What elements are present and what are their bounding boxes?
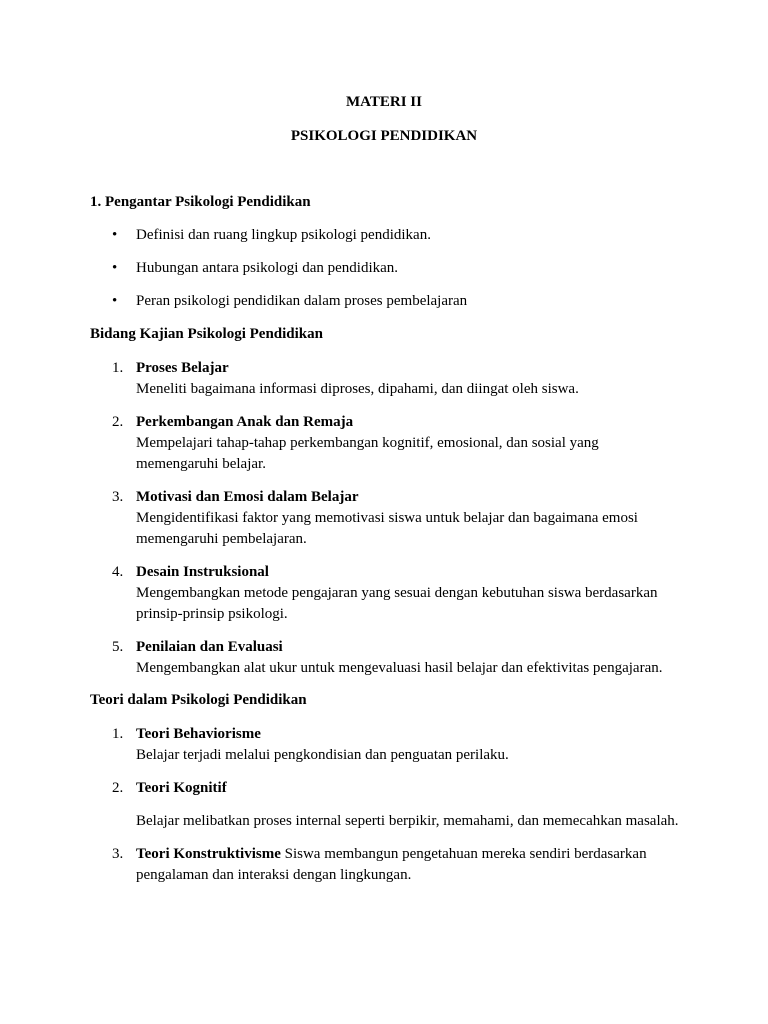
list-item-title: Proses Belajar — [136, 360, 229, 376]
list-item — [90, 226, 680, 245]
document-body — [90, 193, 680, 898]
list-item-title: Teori Konstruktivisme — [136, 846, 281, 862]
list-number: 1. — [112, 360, 124, 376]
document-subtitle: PSIKOLOGI PENDIDIKAN — [290, 128, 478, 144]
list-number: 3. — [112, 489, 124, 505]
section-heading-pengantar: 1. Pengantar Psikologi Pendidikan — [90, 194, 311, 210]
list-item — [90, 844, 680, 886]
bullet-icon: • — [112, 260, 118, 276]
list-number: 1. — [112, 726, 124, 742]
list-item — [90, 778, 680, 832]
list-item-description: Siswa membangun pengetahuan mereka sendiri berdasarkan pengalaman dan interaksi dengan lingkungan. — [136, 846, 647, 883]
list-number: 2. — [112, 780, 124, 796]
list-item-title: Teori Behaviorisme — [136, 726, 261, 742]
numbered-list — [90, 724, 680, 886]
list-item — [90, 358, 680, 400]
list-item-title: Motivasi dan Emosi dalam Belajar — [136, 489, 359, 505]
numbered-list — [90, 358, 680, 679]
bullet-icon: • — [112, 227, 118, 243]
list-number: 3. — [112, 846, 124, 862]
list-item-title: Penilaian dan Evaluasi — [136, 639, 283, 655]
section-heading-teori: Teori dalam Psikologi Pendidikan — [90, 692, 307, 708]
list-number: 4. — [112, 564, 124, 580]
list-item-description: Mempelajari tahap-tahap perkembangan kognitif, emosional, dan sosial yang memengaruhi belajar. — [136, 435, 599, 472]
list-item-description: Belajar melibatkan proses internal seperti berpikir, memahami, dan memecahkan masalah. — [136, 813, 679, 829]
list-number: 5. — [112, 639, 124, 655]
list-item-text: Hubungan antara psikologi dan pendidikan. — [136, 260, 399, 276]
section-heading-bidang-kajian: Bidang Kajian Psikologi Pendidikan — [90, 326, 323, 342]
list-item-description: Meneliti bagaimana informasi diproses, dipahami, dan diingat oleh siswa. — [136, 381, 579, 397]
document-title: MATERI II — [346, 94, 422, 110]
list-item-text: Definisi dan ruang lingkup psikologi pendidikan. — [136, 227, 431, 243]
bullet-icon: • — [112, 293, 118, 309]
list-item — [90, 259, 680, 278]
list-item — [90, 724, 680, 766]
list-item-description: Belajar terjadi melalui pengkondisian dan penguatan perilaku. — [136, 747, 509, 763]
list-item — [90, 412, 680, 475]
list-item-description: Mengembangkan metode pengajaran yang sesuai dengan kebutuhan siswa berdasarkan prinsip-prinsip psikologi. — [136, 585, 658, 622]
bullet-list — [90, 226, 680, 311]
list-item-title: Teori Kognitif — [136, 780, 227, 796]
list-number: 2. — [112, 414, 124, 430]
list-item-description: Mengembangkan alat ukur untuk mengevaluasi hasil belajar dan efektivitas pengajaran. — [136, 660, 663, 676]
list-item-text: Peran psikologi pendidikan dalam proses pembelajaran — [136, 293, 468, 309]
list-item-title: Desain Instruksional — [136, 564, 269, 580]
list-item-title: Perkembangan Anak dan Remaja — [136, 414, 354, 430]
list-item — [90, 637, 680, 679]
list-item-description: Mengidentifikasi faktor yang memotivasi siswa untuk belajar dan bagaimana emosi memengaruhi pembelajaran. — [136, 510, 638, 547]
list-item — [90, 292, 680, 311]
list-item — [90, 562, 680, 625]
list-item — [90, 487, 680, 550]
